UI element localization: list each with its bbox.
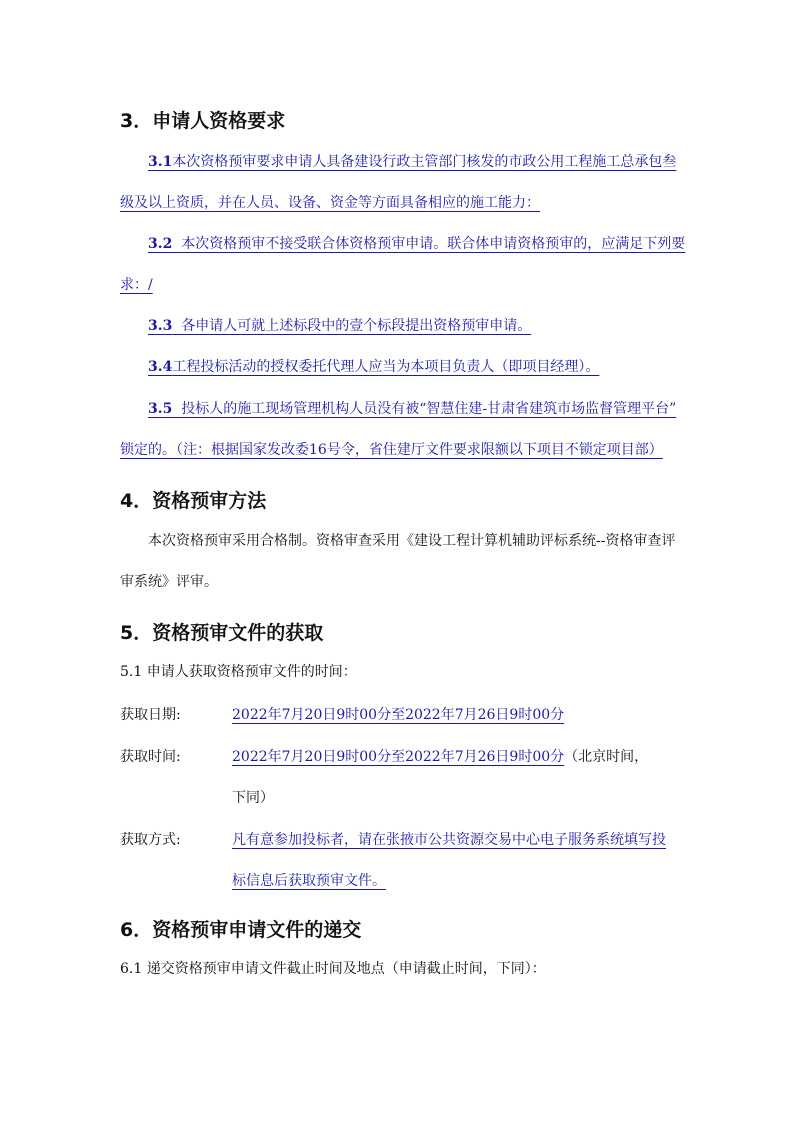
section-4-line1: 本次资格预审采用合格制。资格审查采用《建设工程计算机辅助评标系统--资格审查评 <box>148 533 676 549</box>
section-5-intro: 5.1 申请人获取资格预审文件的时间： <box>120 664 357 680</box>
section-4-heading: 4．资格预审方法 <box>120 490 267 512</box>
item-3-2-number: 3.2 <box>148 236 173 252</box>
item-3-2-line1: 3.2 本次资格预审不接受联合体资格预审申请。联合体申请资格预审的，应满足下列要 <box>148 236 686 252</box>
section-6-heading: 6．资格预审申请文件的递交 <box>120 919 362 941</box>
time-value: 2022年7月20日9时00分至2022年7月26日9时00分 <box>232 749 565 765</box>
item-3-3-number: 3.3 <box>148 318 173 334</box>
item-3-1-line2: 级及以上资质，并在人员、设备、资金等方面具备相应的施工能力： <box>120 195 540 211</box>
section-3-heading: 3．申请人资格要求 <box>120 110 286 132</box>
item-3-4-number: 3.4 <box>148 359 173 375</box>
section-4-line2: 审系统》评审。 <box>120 574 218 590</box>
item-3-5-line2: 锁定的。（注：根据国家发改委16号令，省住建厅文件要求限额以下项目不锁定项目部） <box>120 442 663 458</box>
section-6-intro: 6.1 递交资格预审申请文件截止时间及地点（申请截止时间，下同）： <box>120 961 546 977</box>
section-5-heading: 5．资格预审文件的获取 <box>120 622 324 644</box>
time-suffix: （北京时间， <box>564 749 649 765</box>
date-value: 2022年7月20日9时00分至2022年7月26日9时00分 <box>232 707 565 723</box>
item-3-5-line1: 3.5 投标人的施工现场管理机构人员没有被“智慧住建-甘肃省建筑市场监督管理平台” <box>148 401 677 417</box>
item-3-1-number: 3.1 <box>148 154 173 170</box>
item-3-1-line1: 3.1本次资格预审要求申请人具备建设行政主管部门核发的市政公用工程施工总承包叁 <box>148 154 677 170</box>
item-3-2-line2: 求：/ <box>120 277 153 293</box>
time-value-row <box>232 746 648 766</box>
item-3-3: 3.3 各申请人可就上述标段中的壹个标段提出资格预审申请。 <box>148 318 532 334</box>
method-line2: 标信息后获取预审文件。 <box>232 873 386 889</box>
time-line2: 下同） <box>232 790 274 806</box>
date-label: 获取日期: <box>120 707 181 723</box>
method-line1: 凡有意参加投标者，请在张掖市公共资源交易中心电子服务系统填写投 <box>232 832 666 848</box>
method-label: 获取方式: <box>120 832 181 848</box>
time-label: 获取时间: <box>120 749 181 765</box>
item-3-5-number: 3.5 <box>148 401 173 417</box>
item-3-4: 3.4工程投标活动的授权委托代理人应当为本项目负责人（即项目经理）。 <box>148 359 600 375</box>
